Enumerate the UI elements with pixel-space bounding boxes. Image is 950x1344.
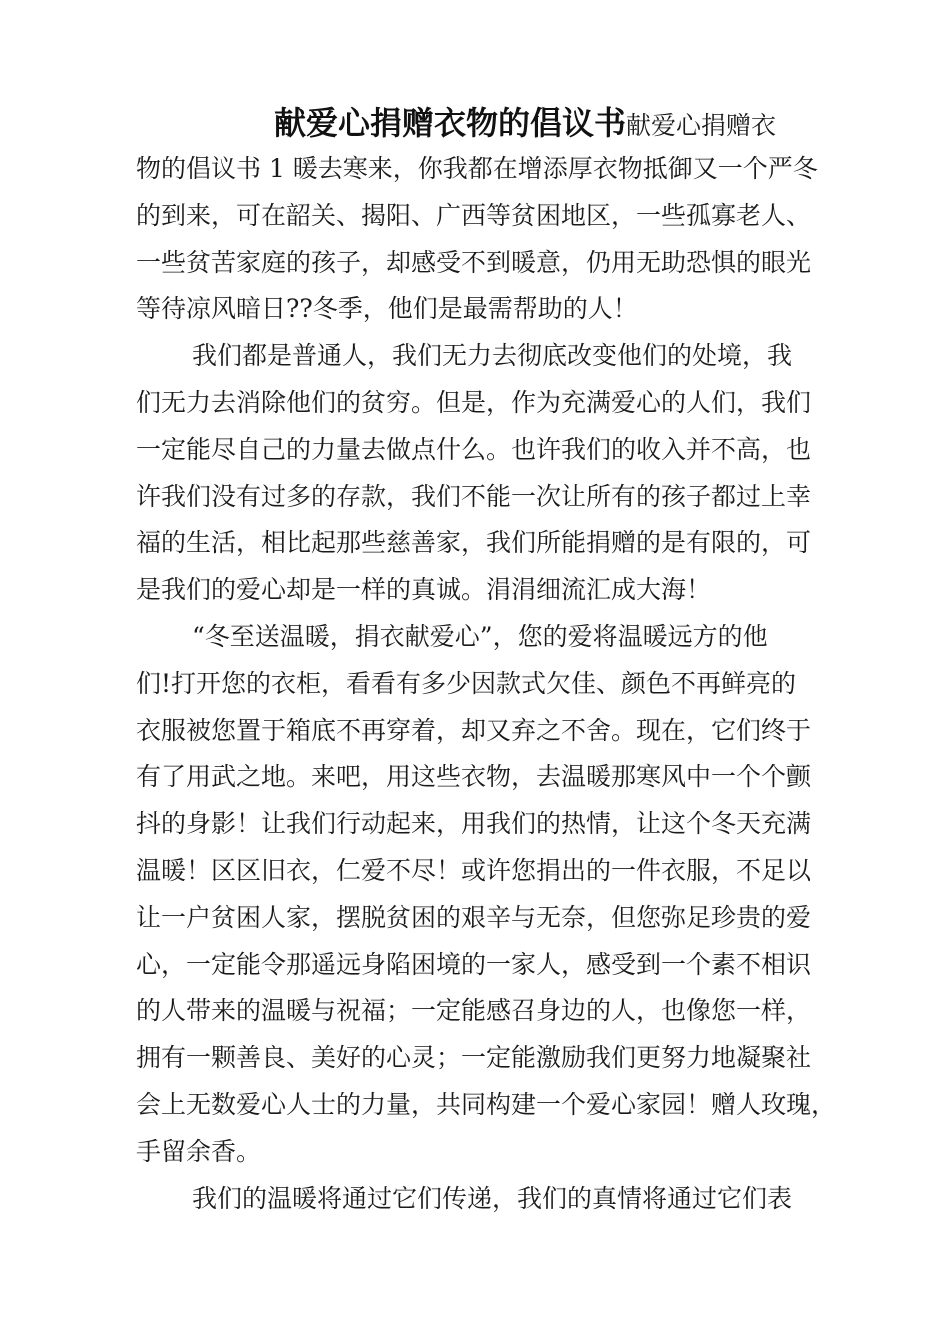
text-line: 等待凉风暗日??冬季，他们是最需帮助的人！ xyxy=(136,294,638,324)
text-line: 会上无数爱心人士的力量，共同构建一个爱心家园！赠人玫瑰， xyxy=(136,1089,837,1119)
document-body xyxy=(136,100,836,1222)
text-line: 让一户贫困人家，摆脱贫困的艰辛与无奈，但您弥足珍贵的爱 xyxy=(136,902,812,932)
paragraph-start-line: “冬至送温暖，捐衣献爱心”，您的爱将温暖远方的他 xyxy=(192,621,768,651)
text-line: 抖的身影！让我们行动起来，用我们的热情，让这个冬天充满 xyxy=(136,809,812,839)
text-line: 许我们没有过多的存款，我们不能一次让所有的孩子都过上幸 xyxy=(136,481,812,511)
text-line: 的人带来的温暖与祝福；一定能感召身边的人，也像您一样， xyxy=(136,996,812,1026)
text-line: 心，一定能令那遥远身陷困境的一家人，感受到一个素不相识 xyxy=(136,949,812,979)
text-line: 一定能尽自己的力量去做点什么。也许我们的收入并不高，也 xyxy=(136,434,812,464)
text-line: 福的生活，相比起那些慈善家，我们所能捐赠的是有限的，可 xyxy=(136,528,812,558)
text-line: 衣服被您置于箱底不再穿着，却又弃之不舍。现在，它们终于 xyxy=(136,715,812,745)
text-line: 是我们的爱心却是一样的真诚。涓涓细流汇成大海！ xyxy=(136,575,712,605)
text-line: 的到来，可在韶关、揭阳、广西等贫困地区，一些孤寡老人、 xyxy=(136,200,812,230)
paragraph-start-line: 我们都是普通人，我们无力去彻底改变他们的处境，我 xyxy=(192,341,793,371)
text-line: 有了用武之地。来吧，用这些衣物，去温暖那寒风中一个个颤 xyxy=(136,762,812,792)
text-line: 物的倡议书 1 暖去寒来，你我都在增添厚衣物抵御又一个严冬 xyxy=(136,154,818,183)
text-line: 手留余香。 xyxy=(136,1136,262,1166)
paragraph-start-line: 我们的温暖将通过它们传递，我们的真情将通过它们表 xyxy=(192,1183,793,1213)
text-line: 拥有一颗善良、美好的心灵；一定能激励我们更努力地凝聚社 xyxy=(136,1043,812,1073)
title-line xyxy=(136,100,836,146)
title-tail-text: 献爱心捐赠衣 xyxy=(626,111,777,140)
text-line: 们无力去消除他们的贫穷。但是，作为充满爱心的人们，我们 xyxy=(136,387,812,417)
document-title: 献爱心捐赠衣物的倡议书 xyxy=(274,104,627,142)
text-line: 们!打开您的衣柜，看看有多少因款式欠佳、颜色不再鲜亮的 xyxy=(136,668,797,698)
text-line: 温暖！区区旧衣，仁爱不尽！或许您捐出的一件衣服，不足以 xyxy=(136,855,812,885)
text-line: 一些贫苦家庭的孩子，却感受不到暖意，仍用无助恐惧的眼光 xyxy=(136,247,812,277)
